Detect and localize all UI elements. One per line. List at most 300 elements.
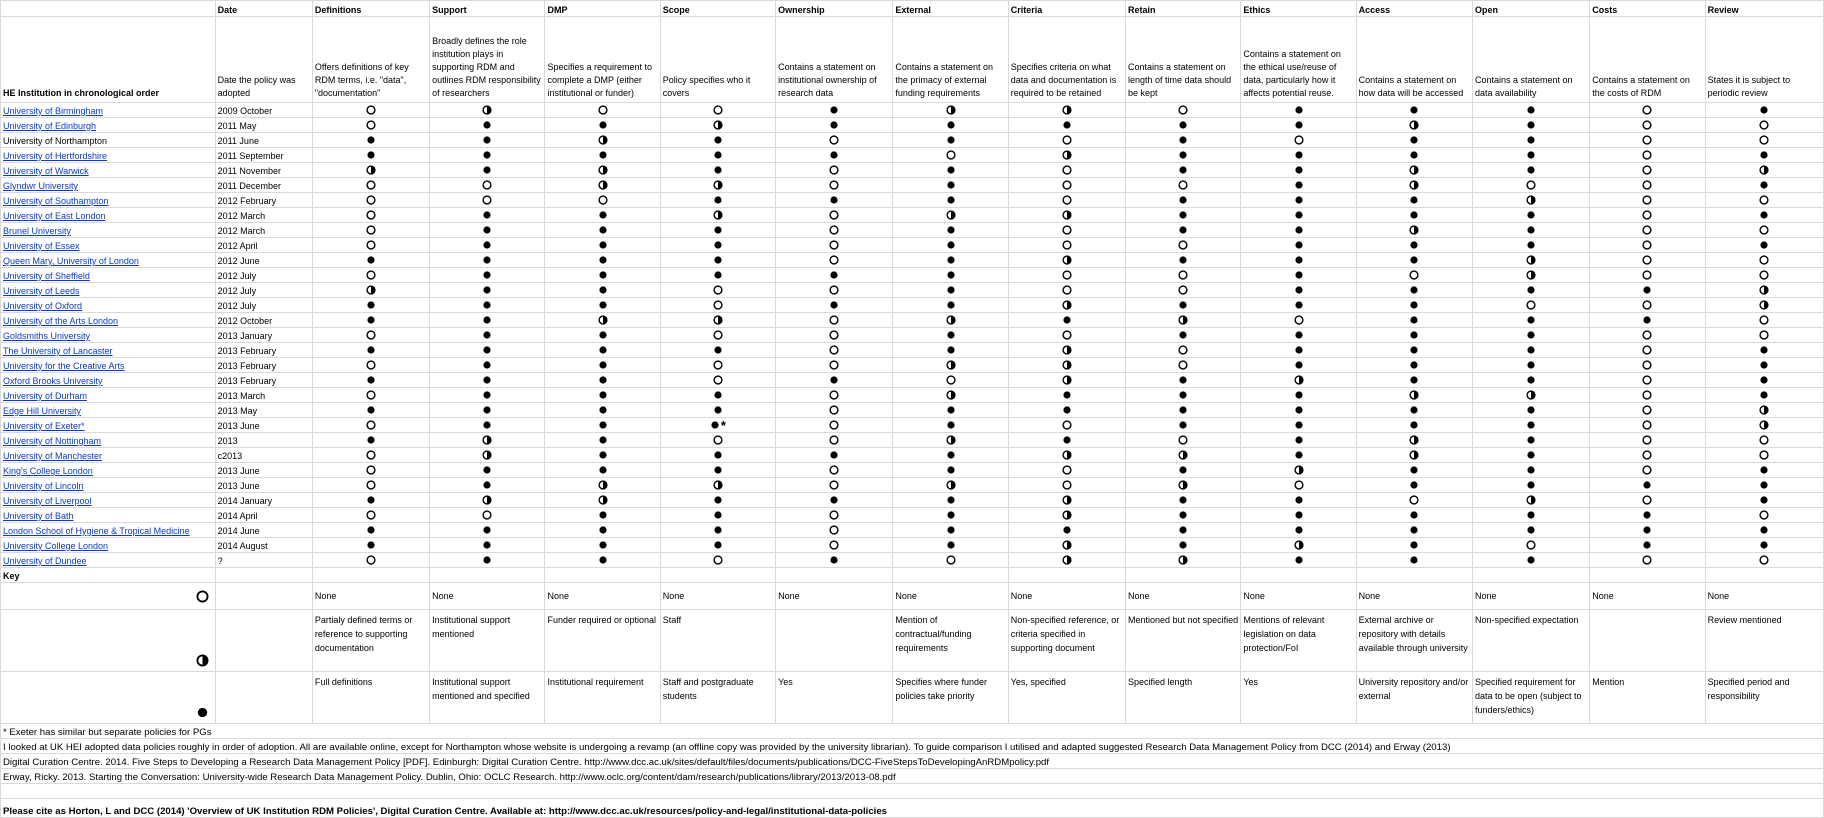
column-description: States it is subject to periodic review bbox=[1705, 17, 1823, 103]
half-circle-icon bbox=[1062, 495, 1072, 505]
rating-cell bbox=[893, 478, 1008, 493]
empty-circle-icon bbox=[1642, 105, 1652, 115]
rating-cell bbox=[1705, 538, 1823, 553]
key-description bbox=[776, 610, 893, 672]
column-description: Offers definitions of key RDM terms, i.e. "data", "documentation" bbox=[312, 17, 429, 103]
empty-circle-icon bbox=[1642, 420, 1652, 430]
full-circle-icon bbox=[1759, 495, 1769, 505]
column-header: Criteria bbox=[1008, 1, 1125, 17]
full-circle-icon bbox=[598, 330, 608, 340]
full-circle-icon bbox=[482, 540, 492, 550]
empty-circle-icon bbox=[366, 240, 376, 250]
rating-cell bbox=[430, 553, 545, 568]
rating-cell bbox=[1356, 253, 1472, 268]
full-circle-icon bbox=[598, 255, 608, 265]
full-circle-icon bbox=[366, 300, 376, 310]
rating-cell bbox=[312, 418, 429, 433]
key-description: University repository and/or external bbox=[1356, 672, 1472, 724]
institution-link[interactable]: Queen Mary, University of London bbox=[3, 256, 139, 266]
empty-cell bbox=[215, 610, 312, 672]
rating-cell bbox=[1705, 253, 1823, 268]
rating-cell bbox=[1590, 208, 1705, 223]
full-circle-icon bbox=[713, 135, 723, 145]
empty-cell bbox=[1126, 568, 1241, 583]
institution-link[interactable]: University of Warwick bbox=[3, 166, 89, 176]
full-circle-icon bbox=[1409, 465, 1419, 475]
rating-cell bbox=[1472, 328, 1589, 343]
rating-cell bbox=[1705, 148, 1823, 163]
empty-circle-icon bbox=[713, 360, 723, 370]
institution-link[interactable]: University of Exeter* bbox=[3, 421, 85, 431]
full-circle-icon bbox=[366, 435, 376, 445]
table-row bbox=[1, 418, 1824, 433]
rating-cell bbox=[1472, 523, 1589, 538]
rating-cell bbox=[1472, 163, 1589, 178]
full-circle-icon bbox=[1759, 150, 1769, 160]
full-circle-icon bbox=[713, 390, 723, 400]
rating-cell bbox=[1008, 403, 1125, 418]
rating-cell bbox=[776, 118, 893, 133]
rating-cell bbox=[660, 163, 775, 178]
institution-link[interactable]: University of Oxford bbox=[3, 301, 83, 311]
rating-cell bbox=[545, 238, 660, 253]
rating-cell bbox=[545, 358, 660, 373]
institution-link[interactable]: The University of Lancaster bbox=[3, 346, 113, 356]
rating-cell bbox=[545, 103, 660, 118]
institution-link[interactable]: University of Nottingham bbox=[3, 436, 102, 446]
rating-cell bbox=[776, 403, 893, 418]
rating-cell bbox=[1241, 328, 1356, 343]
empty-cell bbox=[1241, 568, 1356, 583]
key-description bbox=[1590, 610, 1705, 672]
rating-cell bbox=[1008, 553, 1125, 568]
rating-cell bbox=[545, 223, 660, 238]
full-circle-icon bbox=[366, 375, 376, 385]
rating-cell bbox=[1008, 268, 1125, 283]
empty-circle-icon bbox=[829, 180, 839, 190]
rating-cell bbox=[1705, 373, 1823, 388]
table-row bbox=[1, 343, 1824, 358]
rating-cell bbox=[545, 208, 660, 223]
rating-cell bbox=[776, 193, 893, 208]
rating-cell bbox=[1356, 313, 1472, 328]
table-row bbox=[1, 448, 1824, 463]
date-cell: 2012 July bbox=[215, 268, 312, 283]
empty-circle-icon bbox=[1642, 300, 1652, 310]
rating-cell bbox=[430, 133, 545, 148]
empty-circle-icon bbox=[1642, 240, 1652, 250]
empty-circle-icon bbox=[713, 435, 723, 445]
full-circle-icon bbox=[1178, 195, 1188, 205]
rating-cell bbox=[312, 208, 429, 223]
full-circle-icon bbox=[1294, 495, 1304, 505]
date-cell: 2013 June bbox=[215, 418, 312, 433]
note-row bbox=[1, 724, 1824, 739]
rating-cell bbox=[545, 538, 660, 553]
institution-link[interactable]: University of Hertfordshire bbox=[3, 151, 108, 161]
full-circle-icon bbox=[1526, 210, 1536, 220]
rating-cell bbox=[430, 403, 545, 418]
full-circle-icon bbox=[1178, 225, 1188, 235]
rating-cell bbox=[1705, 238, 1823, 253]
rating-cell bbox=[1472, 178, 1589, 193]
rating-cell bbox=[1590, 478, 1705, 493]
empty-circle-icon bbox=[829, 435, 839, 445]
rating-cell bbox=[545, 118, 660, 133]
institution-link[interactable]: King's College London bbox=[3, 466, 93, 476]
rating-cell bbox=[1705, 313, 1823, 328]
empty-circle-icon bbox=[366, 360, 376, 370]
rating-cell bbox=[430, 103, 545, 118]
institution-link[interactable]: University of Birmingham bbox=[3, 106, 104, 116]
rating-cell bbox=[776, 478, 893, 493]
table-row bbox=[1, 238, 1824, 253]
rating-cell bbox=[776, 328, 893, 343]
half-circle-icon bbox=[598, 135, 608, 145]
column-header: Access bbox=[1356, 1, 1472, 17]
table-row bbox=[1, 253, 1824, 268]
institution-link[interactable]: University College London bbox=[3, 541, 109, 551]
institution-link[interactable]: University of Southampton bbox=[3, 196, 109, 206]
full-circle-icon bbox=[1178, 390, 1188, 400]
column-header: Definitions bbox=[312, 1, 429, 17]
full-circle-icon bbox=[829, 105, 839, 115]
rating-cell bbox=[1705, 163, 1823, 178]
institution-link[interactable]: London School of Hygiene & Tropical Medicine bbox=[3, 526, 190, 536]
empty-circle-icon bbox=[196, 590, 209, 603]
key-symbol-cell bbox=[1, 610, 216, 672]
full-circle-icon bbox=[946, 345, 956, 355]
rating-cell bbox=[312, 313, 429, 328]
table-row bbox=[1, 193, 1824, 208]
full-circle-icon bbox=[598, 405, 608, 415]
rating-cell bbox=[312, 133, 429, 148]
institution-cell bbox=[1, 538, 216, 553]
full-circle-icon bbox=[713, 525, 723, 535]
half-circle-icon bbox=[1759, 405, 1769, 415]
full-circle-icon bbox=[598, 300, 608, 310]
empty-cell bbox=[215, 672, 312, 724]
half-circle-icon bbox=[1526, 255, 1536, 265]
full-circle-icon bbox=[598, 465, 608, 475]
key-row-none bbox=[1, 583, 1824, 610]
institution-cell bbox=[1, 328, 216, 343]
full-circle-icon bbox=[1526, 105, 1536, 115]
full-circle-icon bbox=[1294, 285, 1304, 295]
full-circle-icon bbox=[1409, 420, 1419, 430]
rating-cell bbox=[660, 268, 775, 283]
full-circle-icon bbox=[598, 285, 608, 295]
rating-cell bbox=[660, 208, 775, 223]
institution-link[interactable]: University of Essex bbox=[3, 241, 80, 251]
empty-circle-icon bbox=[482, 510, 492, 520]
rating-cell bbox=[1472, 493, 1589, 508]
empty-circle-icon bbox=[829, 465, 839, 475]
full-circle-icon bbox=[598, 375, 608, 385]
empty-circle-icon bbox=[1178, 270, 1188, 280]
rating-cell bbox=[430, 118, 545, 133]
full-circle-icon bbox=[1178, 540, 1188, 550]
empty-circle-icon bbox=[1759, 135, 1769, 145]
full-circle-icon bbox=[598, 360, 608, 370]
empty-circle-icon bbox=[713, 285, 723, 295]
rating-cell bbox=[660, 253, 775, 268]
table-row bbox=[1, 358, 1824, 373]
empty-circle-icon bbox=[1642, 255, 1652, 265]
rating-cell bbox=[1126, 343, 1241, 358]
rating-cell bbox=[893, 253, 1008, 268]
full-circle-icon bbox=[1178, 120, 1188, 130]
full-circle-icon bbox=[366, 495, 376, 505]
full-circle-icon bbox=[946, 405, 956, 415]
rating-cell bbox=[1126, 463, 1241, 478]
empty-circle-icon bbox=[366, 510, 376, 520]
table-row bbox=[1, 433, 1824, 448]
empty-circle-icon bbox=[1294, 315, 1304, 325]
empty-circle-icon bbox=[1642, 345, 1652, 355]
note-cell bbox=[1, 754, 1824, 769]
empty-cell bbox=[1356, 568, 1472, 583]
empty-circle-icon bbox=[1759, 195, 1769, 205]
rating-cell bbox=[660, 478, 775, 493]
empty-cell bbox=[1008, 568, 1125, 583]
institution-link[interactable]: University of Edinburgh bbox=[3, 121, 97, 131]
half-circle-icon bbox=[1409, 165, 1419, 175]
institution-link[interactable]: University of Liverpool bbox=[3, 496, 92, 506]
empty-cell bbox=[312, 568, 429, 583]
institution-cell bbox=[1, 238, 216, 253]
full-circle-icon bbox=[713, 165, 723, 175]
full-circle-icon bbox=[1526, 165, 1536, 175]
full-circle-icon bbox=[1294, 255, 1304, 265]
full-circle-icon bbox=[1062, 390, 1072, 400]
half-circle-icon bbox=[1062, 555, 1072, 565]
empty-circle-icon bbox=[1062, 135, 1072, 145]
rating-cell bbox=[660, 148, 775, 163]
empty-circle-icon bbox=[482, 195, 492, 205]
institution-cell bbox=[1, 283, 216, 298]
empty-circle-icon bbox=[1526, 540, 1536, 550]
rating-cell bbox=[1590, 253, 1705, 268]
full-circle-icon bbox=[1294, 420, 1304, 430]
column-description: Specifies a requirement to complete a DMP (either institutional or funder) bbox=[545, 17, 660, 103]
empty-circle-icon bbox=[829, 165, 839, 175]
half-circle-icon bbox=[1062, 510, 1072, 520]
full-circle-icon bbox=[829, 120, 839, 130]
rating-cell bbox=[660, 418, 775, 433]
rating-cell bbox=[660, 178, 775, 193]
empty-circle-icon bbox=[1642, 225, 1652, 235]
rating-cell bbox=[1008, 433, 1125, 448]
rating-cell bbox=[1590, 403, 1705, 418]
rating-cell bbox=[1472, 268, 1589, 283]
institution-link[interactable]: University of Lincoln bbox=[3, 481, 84, 491]
rating-cell bbox=[1356, 373, 1472, 388]
rating-cell bbox=[893, 223, 1008, 238]
rating-cell bbox=[660, 493, 775, 508]
footnote-star: * bbox=[720, 417, 726, 433]
full-circle-icon bbox=[713, 240, 723, 250]
full-circle-icon bbox=[1526, 240, 1536, 250]
rating-cell bbox=[1126, 163, 1241, 178]
full-circle-icon bbox=[1409, 330, 1419, 340]
full-circle-icon bbox=[1294, 555, 1304, 565]
full-circle-icon bbox=[598, 120, 608, 130]
institution-cell bbox=[1, 448, 216, 463]
rating-cell bbox=[776, 313, 893, 328]
rating-cell bbox=[1590, 538, 1705, 553]
rating-cell bbox=[1590, 358, 1705, 373]
rating-cell bbox=[893, 403, 1008, 418]
empty-circle-icon bbox=[1642, 135, 1652, 145]
rating-cell bbox=[430, 388, 545, 403]
rating-cell bbox=[1356, 403, 1472, 418]
column-header: Review bbox=[1705, 1, 1823, 17]
institution-link[interactable]: University of Leeds bbox=[3, 286, 80, 296]
empty-circle-icon bbox=[1526, 300, 1536, 310]
empty-cell bbox=[215, 583, 312, 610]
institution-link[interactable]: University of Manchester bbox=[3, 451, 103, 461]
table-row bbox=[1, 508, 1824, 523]
full-circle-icon bbox=[713, 495, 723, 505]
empty-circle-icon bbox=[366, 120, 376, 130]
rating-cell bbox=[1472, 358, 1589, 373]
full-circle-icon bbox=[366, 405, 376, 415]
full-circle-icon bbox=[1294, 105, 1304, 115]
rating-cell bbox=[1356, 148, 1472, 163]
full-circle-icon bbox=[946, 255, 956, 265]
rating-cell bbox=[1590, 493, 1705, 508]
empty-circle-icon bbox=[713, 375, 723, 385]
institution-link[interactable]: Goldsmiths University bbox=[3, 331, 91, 341]
rating-cell bbox=[1705, 493, 1823, 508]
rating-cell bbox=[1590, 238, 1705, 253]
key-description: None bbox=[545, 583, 660, 610]
full-circle-icon bbox=[1759, 480, 1769, 490]
full-circle-icon bbox=[482, 120, 492, 130]
rating-cell bbox=[893, 388, 1008, 403]
full-circle-icon bbox=[598, 225, 608, 235]
full-circle-icon bbox=[1178, 375, 1188, 385]
full-circle-icon bbox=[482, 330, 492, 340]
rating-cell bbox=[776, 343, 893, 358]
column-description: Contains a statement on how data will be accessed bbox=[1356, 17, 1472, 103]
column-description: HE Institution in chronological order bbox=[1, 17, 216, 103]
institution-link[interactable]: Brunel University bbox=[3, 226, 72, 236]
key-description: Institutional requirement bbox=[545, 672, 660, 724]
rating-cell bbox=[1241, 178, 1356, 193]
rating-cell bbox=[776, 448, 893, 463]
rating-cell bbox=[776, 508, 893, 523]
table-row bbox=[1, 328, 1824, 343]
rating-cell bbox=[430, 238, 545, 253]
rating-cell bbox=[1590, 133, 1705, 148]
institution-link[interactable]: University of the Arts London bbox=[3, 316, 119, 326]
empty-circle-icon bbox=[1642, 210, 1652, 220]
full-circle-icon bbox=[482, 345, 492, 355]
full-circle-icon bbox=[1409, 210, 1419, 220]
rating-cell bbox=[1705, 223, 1823, 238]
rating-cell bbox=[1241, 313, 1356, 328]
rating-cell bbox=[430, 478, 545, 493]
full-circle-icon bbox=[829, 555, 839, 565]
rating-cell bbox=[430, 193, 545, 208]
empty-circle-icon bbox=[1062, 165, 1072, 175]
rating-cell bbox=[1472, 208, 1589, 223]
rating-cell bbox=[1126, 493, 1241, 508]
half-circle-icon bbox=[1526, 495, 1536, 505]
empty-circle-icon bbox=[366, 450, 376, 460]
empty-circle-icon bbox=[1178, 435, 1188, 445]
rating-cell bbox=[1126, 328, 1241, 343]
rating-cell bbox=[1356, 298, 1472, 313]
empty-circle-icon bbox=[1409, 270, 1419, 280]
full-circle-icon bbox=[946, 180, 956, 190]
rating-cell bbox=[1705, 208, 1823, 223]
rating-cell bbox=[1126, 253, 1241, 268]
rating-cell bbox=[1705, 268, 1823, 283]
rating-cell bbox=[430, 463, 545, 478]
full-circle-icon bbox=[1294, 360, 1304, 370]
rating-cell bbox=[893, 523, 1008, 538]
institution-link[interactable]: University for the Creative Arts bbox=[3, 361, 125, 371]
date-cell: 2014 August bbox=[215, 538, 312, 553]
rating-cell bbox=[1472, 103, 1589, 118]
institution-link[interactable]: University of East London bbox=[3, 211, 106, 221]
full-circle-icon bbox=[1642, 510, 1652, 520]
rating-cell bbox=[1008, 208, 1125, 223]
table-row bbox=[1, 523, 1824, 538]
empty-circle-icon bbox=[829, 240, 839, 250]
rating-cell bbox=[1008, 118, 1125, 133]
rating-cell bbox=[1356, 523, 1472, 538]
rating-cell bbox=[1590, 313, 1705, 328]
full-circle-icon bbox=[713, 465, 723, 475]
half-circle-icon bbox=[1062, 300, 1072, 310]
rating-cell bbox=[312, 358, 429, 373]
institution-link[interactable]: Oxford Brooks University bbox=[3, 376, 103, 386]
institution-link[interactable]: University of Durham bbox=[3, 391, 88, 401]
empty-circle-icon bbox=[598, 195, 608, 205]
rating-cell bbox=[1472, 433, 1589, 448]
rating-cell bbox=[1356, 358, 1472, 373]
rating-cell bbox=[776, 523, 893, 538]
empty-circle-icon bbox=[366, 330, 376, 340]
rating-cell bbox=[776, 103, 893, 118]
rating-cell bbox=[893, 358, 1008, 373]
institution-link[interactable]: University of Sheffield bbox=[3, 271, 90, 281]
key-description: Partialy defined terms or reference to supporting documentation bbox=[312, 610, 429, 672]
empty-circle-icon bbox=[829, 330, 839, 340]
half-circle-icon bbox=[1759, 300, 1769, 310]
institution-link[interactable]: University of Bath bbox=[3, 511, 74, 521]
rating-cell bbox=[1705, 343, 1823, 358]
institution-link[interactable]: University of Dundee bbox=[3, 556, 87, 566]
rating-cell bbox=[1356, 448, 1472, 463]
institution-link[interactable]: Edge Hill University bbox=[3, 406, 82, 416]
full-circle-icon bbox=[946, 450, 956, 460]
date-cell: 2013 bbox=[215, 433, 312, 448]
institution-link[interactable]: Glyndwr University bbox=[3, 181, 79, 191]
full-circle-icon bbox=[1409, 240, 1419, 250]
institution-cell bbox=[1, 478, 216, 493]
full-circle-icon bbox=[598, 540, 608, 550]
full-circle-icon bbox=[1409, 510, 1419, 520]
full-circle-icon bbox=[1526, 420, 1536, 430]
full-circle-icon bbox=[598, 555, 608, 565]
empty-circle-icon bbox=[713, 105, 723, 115]
full-circle-icon bbox=[482, 165, 492, 175]
